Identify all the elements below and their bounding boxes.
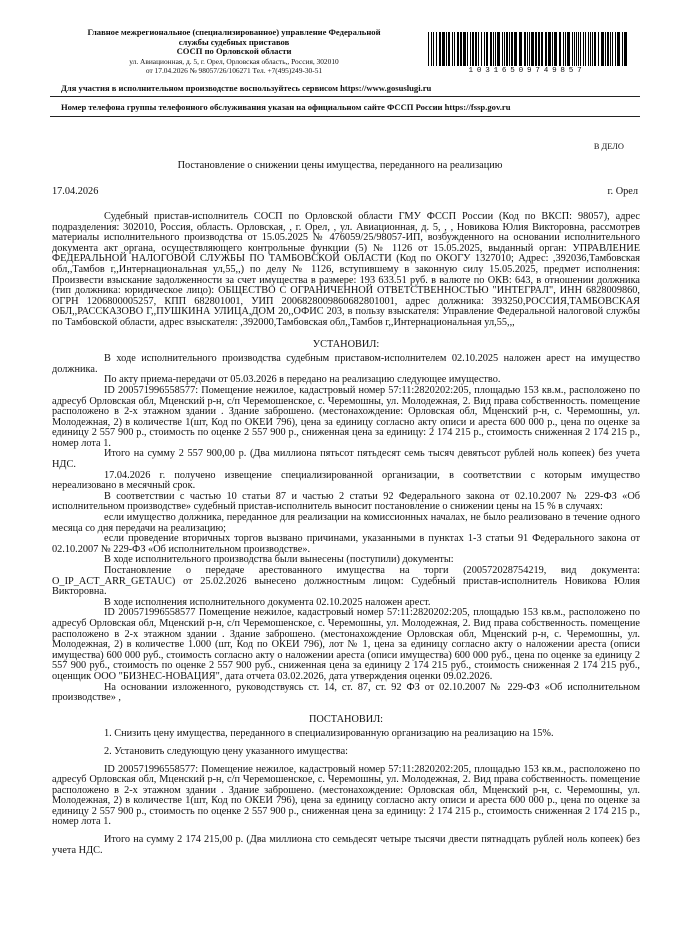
- postanovil-heading: ПОСТАНОВИЛ:: [308, 713, 384, 725]
- ustanovil-paragraph: ID 200571996558577: Помещение нежилое, кадастровый номер 57:11:2820202:205, площадью 153 кв.м., расположено по адресуб Орловская обл, Мценский р-н, с/п Черемошенское, с. Черемошны, ул. Молодежная, 2. Вид права собственность. помещение расположено в 2-х этажном здании . Здание заброшено. (местонахождение: Орловская обл, Мценский р-н, с. Черемошны, ул. Молодежная, 2) в количестве 1(шт, Код по ОКЕИ 796), цена за единицу согласно акту описи и ареста 600 000 р., цена по оценке за единицу 2 557 900 р., стоимость по оценке 2 557 900 р., сниженная цена за единицу: 2 174 215 р., стоимость сниженная 2 174 215 р., номер лота 1.: [52, 384, 640, 449]
- postanovil-paragraph: 2. Установить следующую цену указанного имущества:: [104, 745, 349, 757]
- ustanovil-heading: УСТАНОВИЛ:: [312, 338, 380, 350]
- document-reference: от 17.04.2026 № 98057/26/106271 Тел. +7(495)249-30-51: [145, 66, 323, 76]
- org-address: ул. Авиационная, д. 5, г. Орел, Орловская область,, Россия, 302010: [129, 56, 339, 66]
- ustanovil-paragraph: Итого на сумму 2 557 900,00 р. (Два миллиона пятьсот пятьдесят семь тысяч девятьсот рублей ноль копеек) без учета НДС.: [52, 448, 640, 471]
- ustanovil-paragraph: В ходе исполнительного производства были вынесены (поступили) документы:: [104, 554, 454, 566]
- document-city: г. Орел: [607, 186, 638, 197]
- issuer-header: [50, 28, 418, 76]
- ustanovil-paragraph: В ходе исполнения исполнительного документа 02.10.2025 наложен арест.: [104, 596, 431, 608]
- org-name-line-1: Главное межрегиональное (специализированное) управление Федеральной: [87, 27, 381, 37]
- postanovil-paragraph: ID 200571996558577: Помещение нежилое, кадастровый номер 57:11:2820202:205, площадью 153 кв.м., расположено по адресуб Орловская обл, Мценский р-н, с/п Черемошенское, с. Черемошны, ул. Молодежная, 2. Вид права собственность. помещение расположено в 2-х этажном здании . Здание заброшено. (местонахождение: Орловская обл, Мценский р-н, с. Черемошны, ул. Молодежная, 2) в количестве 1(шт, Код по ОКЕИ 796), цена за единицу согласно акту описи и ареста 600 000 р., цена по оценке за единицу 2 557 900 р., стоимость по оценке 2 557 900 р., сниженная цена за единицу: 2 174 215 р., стоимость сниженная 2 174 215 р., номер лота 1.: [52, 763, 640, 828]
- org-name-line-3: СОСП по Орловской области: [176, 46, 292, 57]
- org-name-line-2: службы судебных приставов: [178, 36, 290, 47]
- ustanovil-paragraph: На основании изложенного, руководствуясь ст. 14, ст. 87, ст. 92 ФЗ от 02.10.2007 № 229-ФЗ «Об исполнительном производстве» ,: [52, 681, 640, 704]
- document-title: Постановление о снижении цены имущества, переданного на реализацию: [177, 160, 503, 171]
- ustanovil-paragraph: В ходе исполнительного производства судебным приставом-исполнителем 02.10.2025 наложен арест на имущество должника.: [52, 353, 640, 375]
- ustanovil-paragraph: 17.04.2026 г. получено извещение специализированной организации, в соответствии с которым имущество нереализовано в месячный срок.: [52, 469, 640, 492]
- ustanovil-paragraph: По акту приема-передачи от 05.03.2026 в передано на реализацию следующее имущество.: [104, 374, 501, 386]
- phone-notice: Номер телефона группы телефонного обслуживания указан на официальном сайте ФССП России https://fssp.gov.ru: [61, 102, 511, 112]
- ustanovil-paragraph: если проведение вторичных торгов вызвано причинами, указанными в пунктах 1-3 статьи 91 Федерального закона от 02.10.2007 № 229-ФЗ «Об исполнительном производстве».: [52, 533, 640, 555]
- ustanovil-paragraph: Постановление о передаче арестованного имущества на торги (200572028754219, вид документа: O_IP_ACT_ARR_GETAUC) от 25.02.2026 вынесено должностным лицом: Судебный пристав-исполнитель Новикова Юлия Викторовна.: [52, 565, 640, 598]
- ustanovil-paragraph: если имущество должника, переданное для реализации на комиссионных началах, не было реализовано в течение одного месяца со дня передачи на реализацию;: [52, 512, 640, 534]
- document-body: [52, 212, 640, 856]
- intro-paragraph: Судебный пристав-исполнитель СОСП по Орловской области ГМУ ФССП России (Код по ВКСП: 98057), адрес подразделения: 302010, Россия, область. Орловская, , г. Орел, , ул. Авиационная, д. 5, , , Новикова Юлия Викторовна, рассмотрев материалы исполнительного производства от 15.05.2025 № 476059/25/98057-ИП, возбужденного на основании исполнительного документа акт органа, осуществляющего контрольные функции (5) № 1126 от 15.05.2025, выданный орган: УПРАВЛЕНИЕ ФЕДЕРАЛЬНОЙ НАЛОГОВОЙ СЛУЖБЫ ПО ТАМБОВСКОЙ ОБЛАСТИ (Код по ОКОГУ 1327010; Адрес: ,392036,Тамбовская обл,,Тамбов г,,Интернациональная ул,55,,) по делу № 1126, вступившему в законную силу 15.05.2025, предмет исполнения: Произвести взыскание задолженности за счет имущества в размере: 193 633.51 руб. в валюте по ОКВ: 643, в отношении должника (тип должника: юридическое лицо): ОБЩЕСТВО С ОГРАНИЧЕННОЙ ОТВЕТСТВЕННОСТЬЮ "ИНТЕГРАЛ", ИНН 6828009860, ОГРН 1206800005257, КПП 682801001, УИП 2006828009860682801001, адрес должника: 393250,РОССИЯ,ТАМБОВСКАЯ ОБЛ,,РАССКАЗОВО Г,,ПУШКИНА УЛИЦА,ДОМ 20,,ОФИС 203, в пользу взыскателя: Управление Федеральной налоговой службы по Тамбовской области, адрес взыскателя: ,392000,Тамбовская обл,,Тамбов г,,Интернациональная ул,55,,,: [52, 211, 640, 328]
- ustanovil-paragraph: В соответствии с частью 10 статьи 87 и частью 2 статьи 92 Федерального закона от 02.10.2007 № 229-ФЗ «Об исполнительном производстве» судебный пристав-исполнитель выносит постановление о снижении цены на 15 % в случаях:: [52, 490, 640, 513]
- postanovil-paragraph: 1. Снизить цену имущества, переданного в специализированную организацию на реализацию на 15%.: [104, 728, 554, 740]
- gosuslugi-notice: Для участия в исполнительном производстве воспользуйтесь сервисом https://www.gosuslugi.ru: [61, 83, 432, 93]
- barcode-image: [426, 32, 628, 66]
- ustanovil-paragraph: ID 200571996558577 Помещение нежилое, кадастровый номер 57:11:2820202:205, площадью 153 кв.м., расположено по адресуб Орловская обл, Мценский р-н, с/п Черемошенское, с. Черемошны, ул. Молодежная, 2. Вид права собственность. помещение расположено в 2-х этажном здании . Здание заброшено. (местонахождение Орловская обл, Мценский р-н, с. Черемошны, ул. Молодежная, 2) в количестве 1.000 (шт, Код по ОКЕИ 796), лот № 1, цена за единицу согласно акту о наложении ареста (описи имущества) 600 000 руб., стоимость согласно акту о наложении ареста (описи имущества) 600 000 руб., цена по оценке за единицу 2 557 900 руб., стоимость по оценке 2 557 900 руб., сниженная цена за единицу 2 174 215 руб., стоимость сниженная 2 174 215 руб., оценщик ООО "БИЗНЕС-НОВАЦИЯ", дата отчета 03.02.2026, дата утверждения оценки 09.02.2026.: [52, 607, 640, 682]
- barcode-number: 10316509749857: [468, 67, 586, 75]
- divider: [50, 116, 640, 117]
- divider: [50, 96, 640, 97]
- v-delo-mark: В ДЕЛО: [593, 142, 624, 151]
- postanovil-paragraph: Итого на сумму 2 174 215,00 р. (Два миллиона сто семьдесят четыре тысячи двести пятнадцать рублей ноль копеек) без учета НДС.: [52, 834, 640, 856]
- document-date: 17.04.2026: [52, 186, 99, 197]
